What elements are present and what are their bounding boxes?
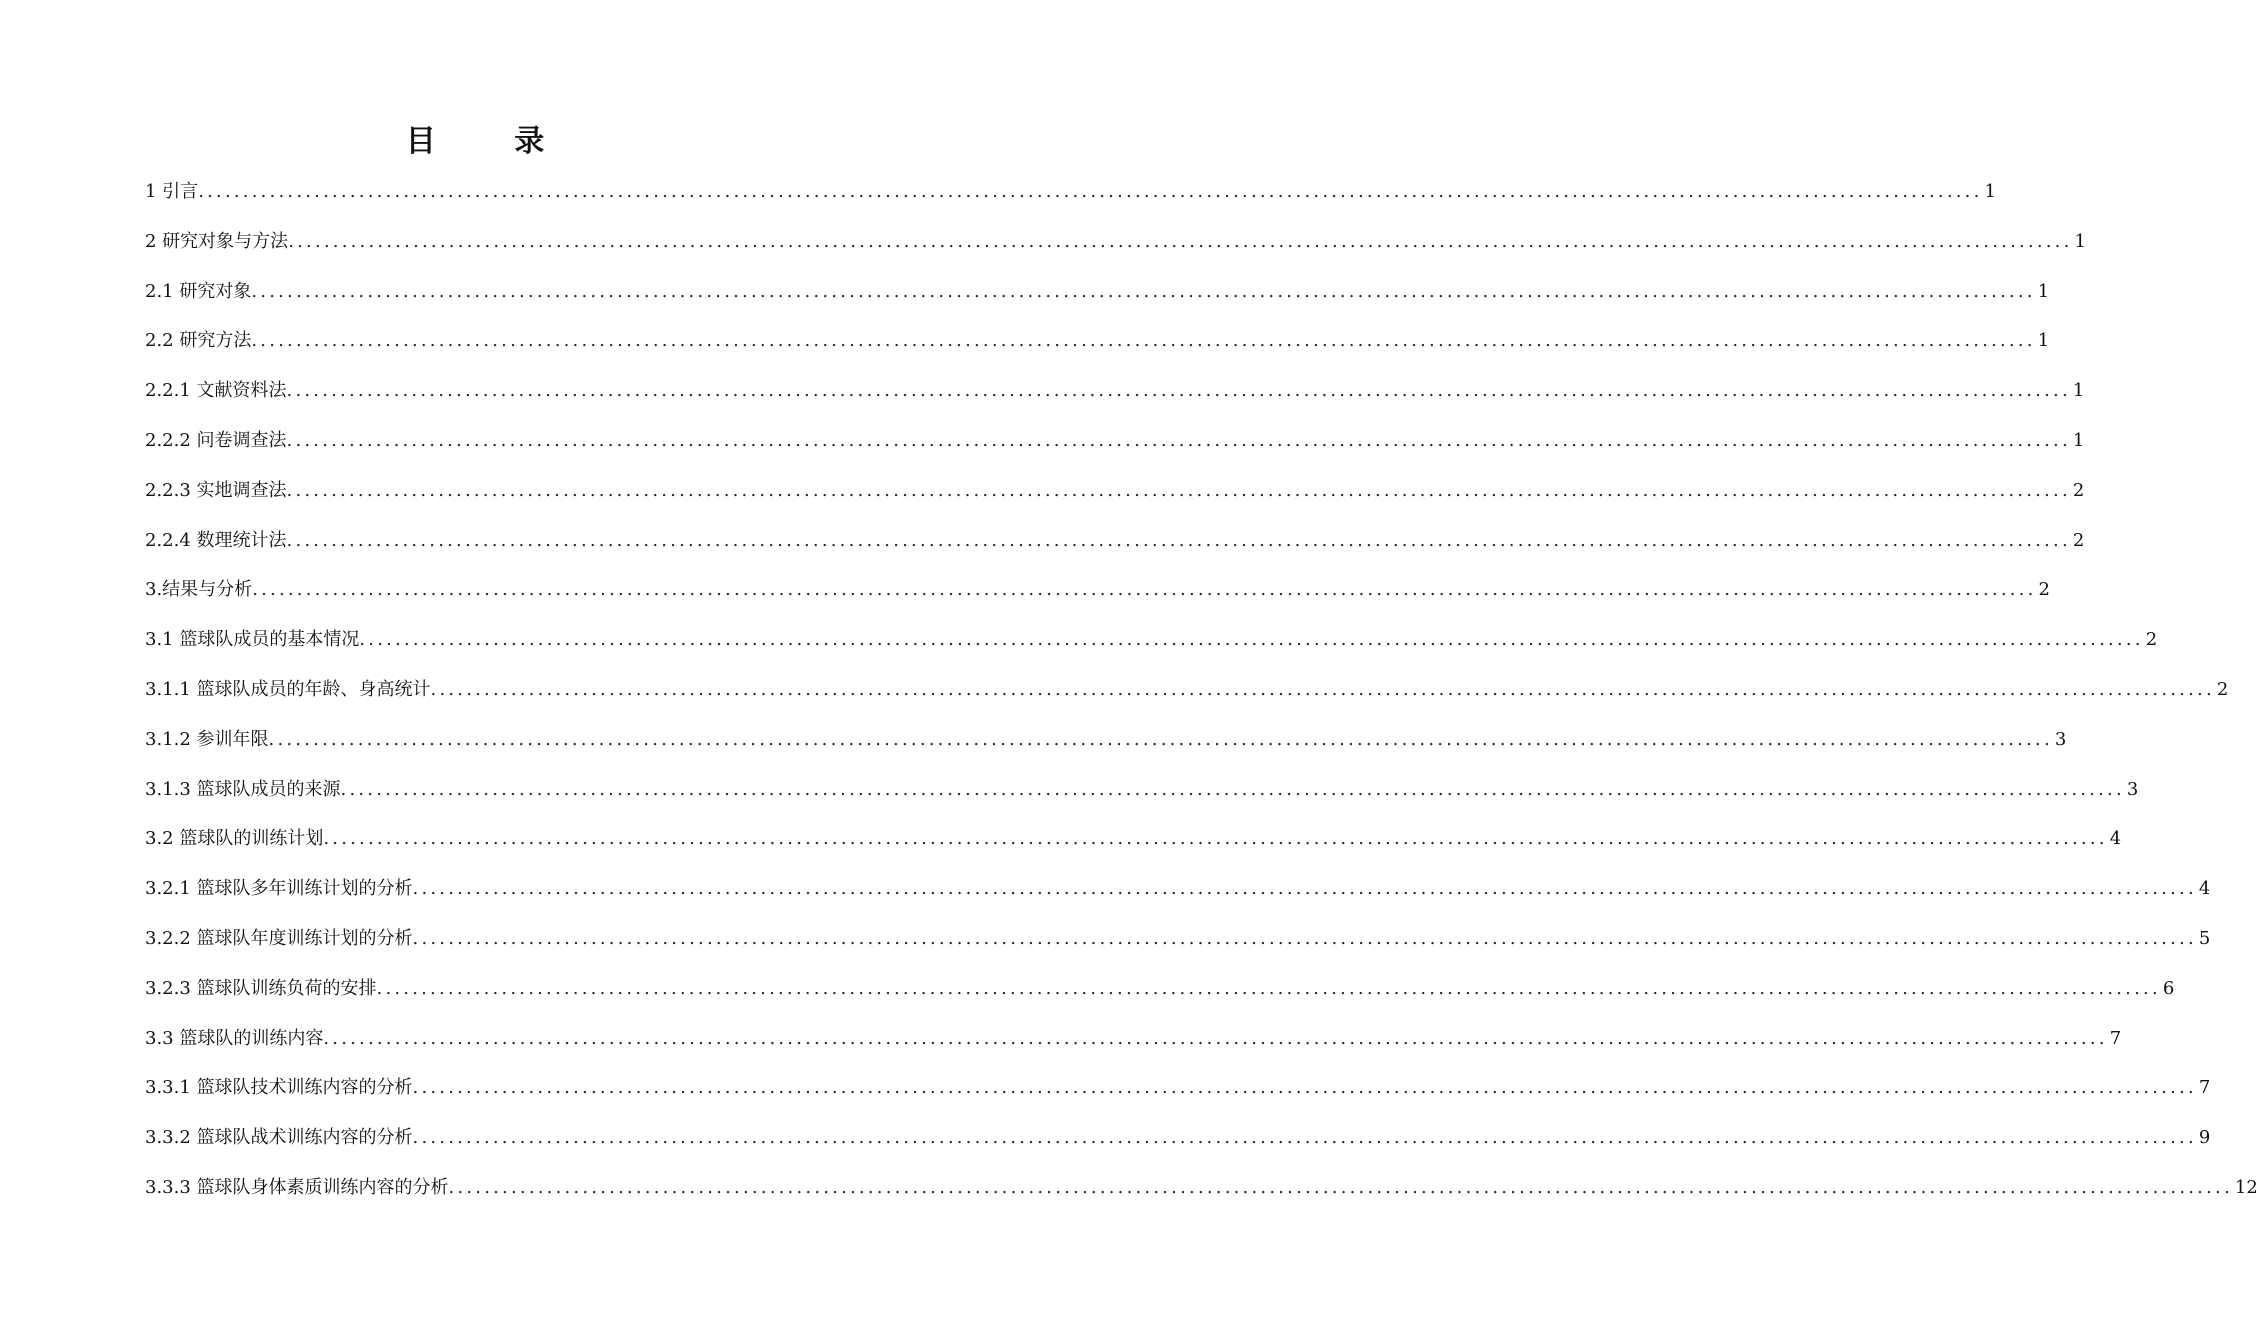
toc-entry[interactable] <box>145 267 2050 317</box>
toc-entry[interactable] <box>145 167 1996 217</box>
toc-entry-label: 3.2 篮球队的训练计划 <box>145 828 324 850</box>
toc-entry-label: 3.3 篮球队的训练内容 <box>145 1027 324 1049</box>
toc-entry[interactable] <box>145 715 2067 765</box>
toc-entry[interactable] <box>145 316 2050 366</box>
toc-entry[interactable] <box>145 1113 2211 1163</box>
toc-entry-page: 6 <box>2162 977 2175 999</box>
toc-leader-dots: ........................................................................................................................................................................................................ <box>251 280 2036 302</box>
toc-leader-dots: ........................................................................................................................................................................................................ <box>288 230 2073 252</box>
toc-entry[interactable] <box>145 217 2086 267</box>
toc-entry[interactable] <box>145 1163 2258 1213</box>
toc-entry-label: 2.1 研究对象 <box>145 280 252 302</box>
toc-leader-dots: ........................................................................................................................................................................................................ <box>286 479 2071 501</box>
toc-entry-page: 1 <box>2072 429 2085 451</box>
toc-entry[interactable] <box>145 366 2085 416</box>
toc-entry-label: 3.1 篮球队成员的基本情况 <box>145 629 360 651</box>
toc-entry-page: 2 <box>2145 629 2158 651</box>
toc-leader-dots: ........................................................................................................................................................................................................ <box>412 1127 2197 1149</box>
toc-leader-dots: ........................................................................................................................................................................................................ <box>268 728 2053 750</box>
toc-entry[interactable] <box>145 466 2085 516</box>
toc-leader-dots: ........................................................................................................................................................................................................ <box>430 678 2215 700</box>
toc-entry-page: 2 <box>2216 678 2229 700</box>
toc-entry-page: 1 <box>2037 280 2050 302</box>
toc-leader-dots: ........................................................................................................................................................................................................ <box>198 181 1983 202</box>
toc-entry-page: 7 <box>2198 1077 2211 1099</box>
toc-leader-dots: ........................................................................................................................................................................................................ <box>448 1176 2233 1198</box>
toc-entry[interactable] <box>145 1063 2211 1113</box>
toc-entry[interactable] <box>145 516 2085 566</box>
toc-entry[interactable] <box>145 864 2211 914</box>
toc-entry-page: 4 <box>2109 828 2122 850</box>
toc-entry-page: 1 <box>2072 380 2085 402</box>
page-title: 目 录 <box>405 124 579 159</box>
toc-entry-label: 2.2.4 数理统计法 <box>145 529 287 551</box>
toc-entry-page: 7 <box>2109 1027 2122 1049</box>
toc-leader-dots: ........................................................................................................................................................................................................ <box>286 380 2071 402</box>
toc-leader-dots: ........................................................................................................................................................................................................ <box>323 1027 2108 1049</box>
toc-leader-dots: ........................................................................................................................................................................................................ <box>286 429 2071 451</box>
toc-entry-page: 5 <box>2198 927 2211 949</box>
toc-leader-dots: ........................................................................................................................................................................................................ <box>323 828 2108 850</box>
toc-entry-label: 2.2 研究方法 <box>145 330 252 352</box>
toc-entry-label: 3.1.1 篮球队成员的年龄、身高统计 <box>145 678 431 700</box>
toc-leader-dots: ........................................................................................................................................................................................................ <box>412 927 2197 949</box>
toc-entry[interactable] <box>145 665 2229 715</box>
toc-leader-dots: ........................................................................................................................................................................................................ <box>251 330 2036 352</box>
toc-entry-page: 2 <box>2038 579 2050 601</box>
toc-entry-label: 3.1.2 参训年限 <box>145 728 269 750</box>
toc-leader-dots: ........................................................................................................................................................................................................ <box>376 977 2161 999</box>
toc-entry-page: 12 <box>2234 1176 2258 1198</box>
toc-leader-dots: ........................................................................................................................................................................................................ <box>412 878 2197 900</box>
toc-entry-page: 1 <box>2074 230 2086 252</box>
toc-entry[interactable] <box>145 615 2158 665</box>
toc-entry-label: 1 引言 <box>145 181 199 202</box>
toc-entry-label: 2.2.2 问卷调查法 <box>145 429 287 451</box>
toc-entry[interactable] <box>145 964 2175 1014</box>
toc-entry[interactable] <box>145 914 2211 964</box>
toc-entry[interactable] <box>145 565 2050 615</box>
toc-entry[interactable] <box>145 814 2122 864</box>
toc-entry-page: 2 <box>2072 479 2085 501</box>
toc-entry-label: 3.2.2 篮球队年度训练计划的分析 <box>145 927 413 949</box>
toc-entry-label: 2 研究对象与方法 <box>145 230 289 252</box>
toc-entry-page: 4 <box>2198 878 2211 900</box>
toc-entry-page: 1 <box>2037 330 2050 352</box>
toc-entry-label: 2.2.3 实地调查法 <box>145 479 287 501</box>
toc-entry-label: 3.3.2 篮球队战术训练内容的分析 <box>145 1127 413 1149</box>
toc-entry-label: 3.结果与分析 <box>145 579 253 601</box>
toc-entry-page: 3 <box>2054 728 2067 750</box>
toc-entry-label: 3.1.3 篮球队成员的来源 <box>145 778 341 800</box>
toc-leader-dots: ........................................................................................................................................................................................................ <box>412 1077 2197 1099</box>
toc-entry-label: 3.2.1 篮球队多年训练计划的分析 <box>145 878 413 900</box>
toc-entry-page: 9 <box>2198 1127 2211 1149</box>
toc-entry[interactable] <box>145 416 2085 466</box>
toc-entry-page: 1 <box>1984 181 1996 202</box>
toc-entry-label: 3.3.3 篮球队身体素质训练内容的分析 <box>145 1176 449 1198</box>
toc-entry[interactable] <box>145 1014 2122 1064</box>
toc-entry-label: 3.2.3 篮球队训练负荷的安排 <box>145 977 377 999</box>
table-of-contents <box>145 167 2258 1213</box>
toc-leader-dots: ........................................................................................................................................................................................................ <box>286 529 2071 551</box>
toc-leader-dots: ........................................................................................................................................................................................................ <box>340 778 2125 800</box>
toc-entry-label: 2.2.1 文献资料法 <box>145 380 287 402</box>
toc-entry-page: 2 <box>2072 529 2085 551</box>
toc-entry-page: 3 <box>2126 778 2139 800</box>
toc-leader-dots: ........................................................................................................................................................................................................ <box>252 579 2037 601</box>
toc-entry[interactable] <box>145 765 2139 815</box>
toc-entry-label: 3.3.1 篮球队技术训练内容的分析 <box>145 1077 413 1099</box>
toc-leader-dots: ........................................................................................................................................................................................................ <box>359 629 2144 651</box>
